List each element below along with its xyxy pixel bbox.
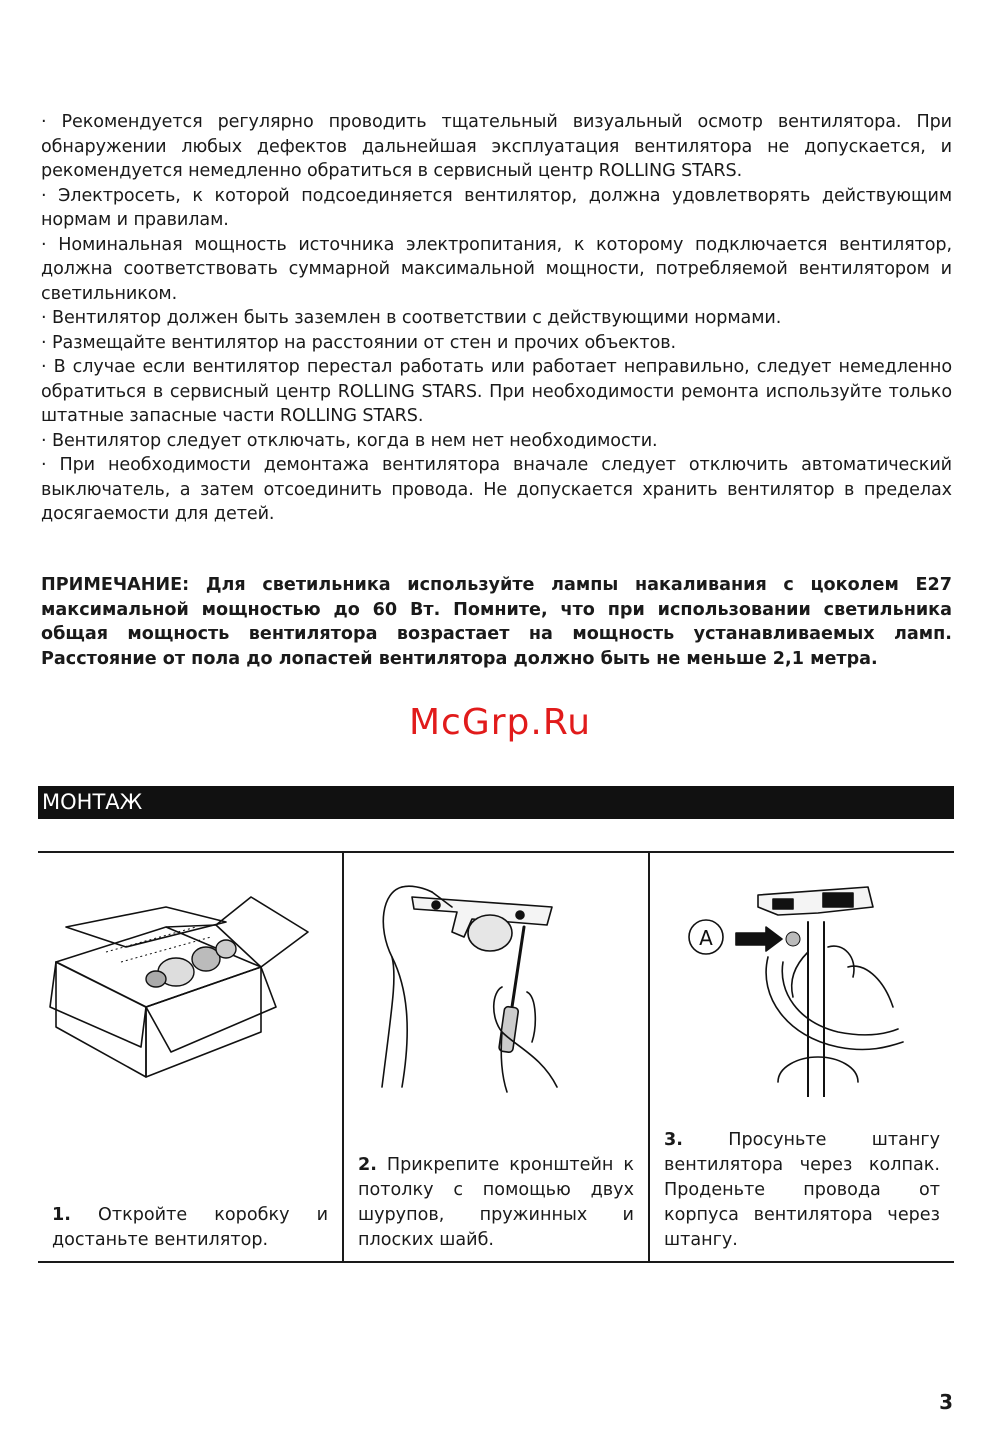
open-box-illustration <box>46 867 326 1097</box>
section-title: МОНТАЖ <box>38 786 954 819</box>
page-number: 3 <box>939 1390 953 1414</box>
bullet-item: · При необходимости демонтажа вентилятора вначале следует отключить автоматический выключатель, а затем отсоединить провода. Не допускается хранить вентилятор в пределах досягаемости для детей. <box>41 455 952 524</box>
bullet-item: · Номинальная мощность источника электропитания, к которому подключается вентилятор, должна соответствовать суммарной максимальной мощности, потребляемой вентилятором и светильником. <box>41 234 952 304</box>
step-1-text: 1. Откройте коробку и достаньте вентилятор. <box>52 1205 329 1250</box>
bullet-item: · Электросеть, к которой подсоединяется вентилятор, должна удовлетворять действующим нормам и правилам. <box>41 185 952 230</box>
bullet-item: · В случае если вентилятор перестал работать или работает неправильно, следует немедленно обратиться в сервисный центр ROLLING STARS. При необходимости ремонта используйте только штатные запасные части ROLLING STARS. <box>41 357 952 426</box>
step-3 <box>650 853 954 1261</box>
callout-label: A <box>699 926 713 950</box>
installation-steps <box>38 851 954 1263</box>
downrod-canopy-illustration <box>658 867 948 1097</box>
step-3-text: 3. Просуньте штангу вентилятора через колпак. Проденьте провода от корпуса вентилятора через штангу. <box>664 1130 941 1250</box>
bullet-item: · Вентилятор должен быть заземлен в соответствии с действующими нормами. <box>41 308 782 328</box>
step-2 <box>344 853 650 1261</box>
step-2-text: 2. Прикрепите кронштейн к потолку с помощью двух шурупов, пружинных и плоских шайб. <box>358 1155 634 1250</box>
watermark-link[interactable]: McGrp.Ru <box>408 702 592 743</box>
bullet-item: · Рекомендуется регулярно проводить тщательный визуальный осмотр вентилятора. При обнаружении любых дефектов дальнейшая эксплуатация вентилятора не допускается, и рекомендуется немедленно обратиться в сервисный центр ROLLING STARS. <box>41 112 952 181</box>
bullet-item: · Размещайте вентилятор на расстоянии от стен и прочих объектов. <box>41 332 677 353</box>
step-1 <box>38 853 344 1261</box>
bullet-item: · Вентилятор следует отключать, когда в нем нет необходимости. <box>41 430 658 451</box>
safety-bullet-list <box>41 110 952 527</box>
note-paragraph: ПРИМЕЧАНИЕ: Для светильника используйте лампы накаливания с цоколем Е27 максимальной мощностью до 60 Вт. Помните, что при использовании светильника общая мощность вентилятора возрастает на мощность устанавливаемых ламп. Расстояние от пола до лопастей вентилятора должно быть не меньше 2,1 метра. <box>41 575 952 669</box>
bracket-mounting-illustration <box>352 867 642 1097</box>
